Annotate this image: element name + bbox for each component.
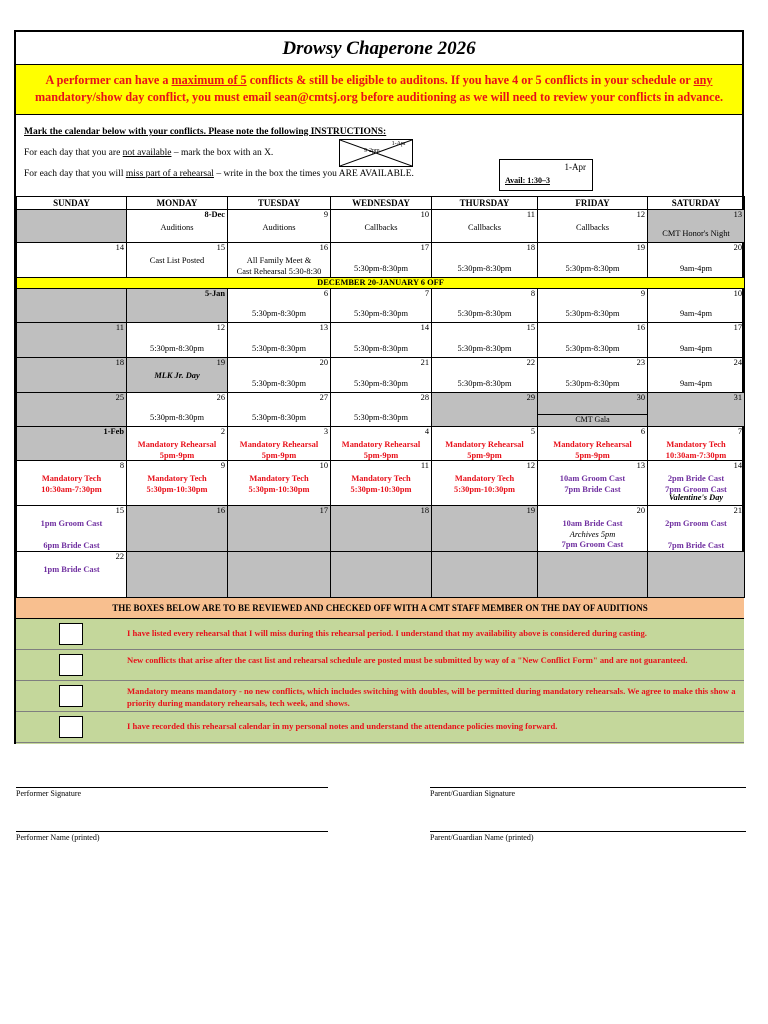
day-event: Mandatory Rehearsal 5pm-9pm bbox=[239, 440, 319, 460]
calendar bbox=[16, 196, 745, 598]
day-number: 2 bbox=[220, 427, 225, 436]
day-number: 12 bbox=[636, 210, 645, 219]
rehearsal-time: 9am-4pm bbox=[679, 264, 713, 273]
day-number: 26 bbox=[216, 393, 225, 402]
rehearsal-time: 5:30pm-8:30pm bbox=[354, 413, 408, 422]
warning-text-3: mandatory/show day conflict, you must email sean@cmtsj.org before auditioning as we will need to review your conflicts in advance. bbox=[34, 90, 724, 104]
day-number: 14 bbox=[733, 461, 742, 470]
rehearsal-time: 5:30pm-8:30pm bbox=[457, 379, 512, 388]
performer-name-label: Performer Name (printed) bbox=[16, 833, 100, 842]
acknowledgement-checkbox[interactable] bbox=[59, 685, 83, 707]
calendar-day-cell[interactable] bbox=[432, 358, 538, 393]
calendar-day-cell[interactable] bbox=[648, 323, 745, 358]
acknowledgement-text: I have recorded this rehearsal calendar in my personal notes and understand the attendance policies moving forward. bbox=[127, 721, 558, 731]
calendar-day-cell[interactable] bbox=[17, 243, 127, 278]
calendar-day-cell[interactable] bbox=[127, 323, 228, 358]
parent-signature-label: Parent/Guardian Signature bbox=[430, 789, 516, 798]
rehearsal-time: 9am-4pm bbox=[679, 309, 713, 318]
calendar-day-cell[interactable] bbox=[648, 506, 745, 552]
day-number: 6 bbox=[640, 427, 645, 436]
calendar-day-cell[interactable] bbox=[331, 461, 432, 506]
warning-text-1: A performer can have a bbox=[45, 73, 172, 87]
day-header-tuesday: TUESDAY bbox=[228, 197, 331, 210]
calendar-day-cell[interactable] bbox=[17, 210, 127, 243]
day-number: 5-Jan bbox=[204, 289, 225, 298]
rehearsal-time: 5:30pm-8:30pm bbox=[150, 344, 204, 353]
calendar-day-cell[interactable] bbox=[17, 323, 127, 358]
day-event: Cast List Posted bbox=[149, 256, 205, 265]
day-number: 4 bbox=[424, 427, 429, 436]
day-number: 23 bbox=[636, 358, 645, 367]
acknowledgement-checkbox[interactable] bbox=[59, 623, 83, 645]
day-number: 13 bbox=[733, 210, 742, 219]
example-x-text: 9-2pm bbox=[364, 148, 380, 154]
acknowledgement-row bbox=[16, 650, 744, 681]
calendar-day-cell[interactable] bbox=[648, 393, 745, 427]
day-event: Mandatory Tech 5:30pm-10:30pm bbox=[146, 474, 208, 494]
calendar-day-cell[interactable] bbox=[538, 243, 648, 278]
day-event: 10am Bride Cast bbox=[562, 519, 623, 528]
day-number: 21 bbox=[733, 506, 742, 515]
instr-part-underline: miss part of a rehearsal bbox=[125, 169, 214, 179]
calendar-week bbox=[17, 358, 745, 393]
calendar-day-cell[interactable] bbox=[648, 243, 745, 278]
holiday-note: Valentine's Day bbox=[668, 493, 724, 502]
example-avail-date: 1-Apr bbox=[564, 162, 586, 172]
day-number: 25 bbox=[115, 393, 124, 402]
calendar-week bbox=[17, 289, 745, 323]
day-event: Mandatory Rehearsal 5pm-9pm bbox=[137, 440, 217, 460]
day-header-wednesday: WEDNESDAY bbox=[331, 197, 432, 210]
calendar-day-cell[interactable] bbox=[17, 552, 127, 598]
calendar-day-cell[interactable] bbox=[17, 358, 127, 393]
calendar-day-cell[interactable] bbox=[648, 552, 745, 598]
calendar-day-cell[interactable] bbox=[648, 427, 745, 461]
day-number: 11 bbox=[420, 461, 429, 470]
day-header-saturday: SATURDAY bbox=[648, 197, 745, 210]
day-number: 11 bbox=[115, 323, 124, 332]
rehearsal-time: 5:30pm-8:30pm bbox=[457, 309, 512, 318]
calendar-week bbox=[17, 506, 745, 552]
calendar-day-cell[interactable] bbox=[538, 427, 648, 461]
calendar-day-cell[interactable] bbox=[331, 393, 432, 427]
calendar-day-cell[interactable] bbox=[432, 210, 538, 243]
day-event: Callbacks bbox=[467, 223, 502, 232]
calendar-week bbox=[17, 552, 745, 598]
calendar-day-cell[interactable] bbox=[538, 393, 648, 427]
day-header-friday: FRIDAY bbox=[538, 197, 648, 210]
day-number: 20 bbox=[733, 243, 742, 252]
acknowledgement-checkbox[interactable] bbox=[59, 654, 83, 676]
rehearsal-time: 5:30pm-8:30pm bbox=[354, 379, 408, 388]
calendar-day-cell[interactable] bbox=[432, 506, 538, 552]
calendar-day-cell[interactable] bbox=[538, 289, 648, 323]
rehearsal-time: 5:30pm-8:30pm bbox=[252, 344, 306, 353]
calendar-day-cell[interactable] bbox=[17, 461, 127, 506]
day-number: 19 bbox=[526, 506, 535, 515]
day-number: 22 bbox=[115, 552, 124, 561]
day-number: 28 bbox=[420, 393, 429, 402]
calendar-day-cell[interactable] bbox=[17, 393, 127, 427]
gala-event: CMT Gala bbox=[538, 414, 647, 425]
acknowledgement-checklist bbox=[16, 619, 744, 744]
day-number: 8-Dec bbox=[204, 210, 225, 219]
day-event: 1pm Groom Cast 6pm Bride Cast bbox=[40, 519, 103, 550]
calendar-week bbox=[17, 210, 745, 243]
instr-part-pre: For each day that you will bbox=[24, 169, 126, 179]
acknowledgement-text: New conflicts that arise after the cast list and rehearsal schedule are posted must be submitted by way of a "New Conflict Form" and are not guaranteed. bbox=[127, 655, 688, 665]
warning-any: any bbox=[693, 73, 713, 87]
day-header-sunday: SUNDAY bbox=[17, 197, 127, 210]
calendar-week bbox=[17, 243, 745, 278]
calendar-day-cell[interactable] bbox=[538, 506, 648, 552]
day-number: 16 bbox=[216, 506, 225, 515]
calendar-day-cell[interactable] bbox=[331, 552, 432, 598]
day-event: 2pm Groom Cast 7pm Bride Cast bbox=[665, 519, 727, 550]
calendar-day-cell[interactable] bbox=[228, 506, 331, 552]
day-number: 17 bbox=[733, 323, 742, 332]
parent-name-line bbox=[430, 831, 746, 832]
day-number: 12 bbox=[526, 461, 535, 470]
parent-signature-line bbox=[430, 787, 746, 788]
day-header-monday: MONDAY bbox=[127, 197, 228, 210]
calendar-header bbox=[17, 197, 745, 210]
rehearsal-time: 9am-4pm bbox=[679, 379, 713, 388]
day-event: Mandatory Rehearsal 5pm-9pm bbox=[553, 440, 632, 460]
rehearsal-time: 5:30pm-8:30pm bbox=[457, 344, 512, 353]
day-number: 8 bbox=[530, 289, 535, 298]
day-event-evening: 7pm Groom Cast bbox=[561, 540, 624, 549]
day-event: Mandatory Tech 10:30am-7:30pm bbox=[665, 440, 727, 460]
calendar-day-cell[interactable] bbox=[331, 289, 432, 323]
calendar-day-cell[interactable] bbox=[228, 552, 331, 598]
calendar-day-cell[interactable] bbox=[432, 552, 538, 598]
day-number: 5 bbox=[530, 427, 535, 436]
example-avail-box bbox=[499, 159, 593, 191]
day-number: 10 bbox=[733, 289, 742, 298]
calendar-day-cell[interactable] bbox=[228, 243, 331, 278]
calendar-day-cell[interactable] bbox=[432, 427, 538, 461]
instr-na-post: – mark the box with an X. bbox=[171, 148, 274, 158]
warning-max-conflicts: maximum of 5 bbox=[171, 73, 247, 87]
calendar-week bbox=[17, 323, 745, 358]
calendar-day-cell[interactable] bbox=[228, 461, 331, 506]
day-number: 12 bbox=[216, 323, 225, 332]
calendar-day-cell[interactable] bbox=[331, 243, 432, 278]
day-number: 8 bbox=[119, 461, 124, 470]
day-number: 22 bbox=[526, 358, 535, 367]
performer-signature-label: Performer Signature bbox=[16, 789, 82, 798]
acknowledgement-row bbox=[16, 712, 744, 743]
calendar-day-cell[interactable] bbox=[228, 393, 331, 427]
page-title: Drowsy Chaperone 2026 bbox=[16, 32, 742, 65]
day-number: 29 bbox=[526, 393, 535, 402]
calendar-day-cell[interactable] bbox=[538, 461, 648, 506]
day-number: 7 bbox=[424, 289, 429, 298]
performer-signature-line bbox=[16, 787, 328, 788]
instructions-heading: Mark the calendar below with your conflicts. Please note the following INSTRUCTIONS: bbox=[24, 127, 387, 137]
day-event: Mandatory Tech 5:30pm-10:30pm bbox=[350, 474, 412, 494]
day-number: 18 bbox=[526, 243, 535, 252]
calendar-day-cell[interactable] bbox=[648, 210, 745, 243]
calendar-day-cell[interactable] bbox=[648, 289, 745, 323]
calendar-day-cell[interactable] bbox=[127, 210, 228, 243]
calendar-day-cell[interactable] bbox=[127, 243, 228, 278]
day-number: 9 bbox=[323, 210, 328, 219]
day-number: 19 bbox=[216, 358, 225, 367]
acknowledgement-text: Mandatory means mandatory - no new conflicts, which includes switching with doubles, will be permitted during mandatory rehearsals. We agree to make this show a priority during mandatory rehearsals, tech week, and shows. bbox=[127, 686, 736, 708]
calendar-day-cell[interactable] bbox=[538, 358, 648, 393]
instruction-partial bbox=[24, 169, 414, 179]
calendar-day-cell[interactable] bbox=[228, 323, 331, 358]
instructions bbox=[16, 115, 742, 196]
eligibility-warning bbox=[16, 65, 742, 115]
warning-text-2: conflicts & still be eligible to auditons. If you have 4 or 5 conflicts in your schedule or bbox=[246, 73, 694, 87]
acknowledgement-checkbox[interactable] bbox=[59, 716, 83, 738]
day-number: 13 bbox=[636, 461, 645, 470]
example-x-date: 1-Apr bbox=[391, 141, 406, 147]
calendar-day-cell[interactable] bbox=[331, 427, 432, 461]
day-number: 3 bbox=[323, 427, 328, 436]
example-avail-text: Avail: 1:30–3 bbox=[505, 176, 550, 185]
day-number: 30 bbox=[636, 393, 645, 402]
performer-name-line bbox=[16, 831, 328, 832]
day-event: 10am Groom Cast 7pm Bride Cast bbox=[559, 474, 626, 494]
calendar-day-cell[interactable] bbox=[331, 210, 432, 243]
calendar-day-cell[interactable] bbox=[432, 289, 538, 323]
instr-na-underline: not available bbox=[122, 148, 172, 158]
calendar-day-cell[interactable] bbox=[127, 358, 228, 393]
day-number: 17 bbox=[420, 243, 429, 252]
rehearsal-time: 5:30pm-8:30pm bbox=[252, 309, 306, 318]
calendar-week bbox=[17, 461, 745, 506]
instr-na-pre: For each day that you are bbox=[24, 148, 123, 158]
calendar-week bbox=[17, 393, 745, 427]
day-number: 10 bbox=[420, 210, 429, 219]
day-event: Auditions bbox=[160, 223, 194, 232]
calendar-day-cell[interactable] bbox=[331, 323, 432, 358]
day-number: 15 bbox=[526, 323, 535, 332]
archives-note: Archives 5pm bbox=[569, 530, 616, 539]
example-x-box bbox=[339, 139, 413, 167]
day-number: 21 bbox=[420, 358, 429, 367]
calendar-day-cell[interactable] bbox=[127, 289, 228, 323]
day-event: Mandatory Tech 5:30pm-10:30pm bbox=[454, 474, 515, 494]
calendar-day-cell[interactable] bbox=[432, 461, 538, 506]
calendar-day-cell[interactable] bbox=[432, 393, 538, 427]
rehearsal-time: 5:30pm-8:30pm bbox=[252, 379, 306, 388]
conflict-form bbox=[14, 30, 744, 744]
calendar-day-cell[interactable] bbox=[432, 323, 538, 358]
acknowledgement-text: I have listed every rehearsal that I will miss during this rehearsal period. I understand that my availability above is considered during casting. bbox=[127, 628, 647, 638]
day-event: Mandatory Tech 5:30pm-10:30pm bbox=[248, 474, 310, 494]
calendar-day-cell[interactable] bbox=[331, 358, 432, 393]
calendar-day-cell[interactable] bbox=[538, 210, 648, 243]
day-number: 9 bbox=[220, 461, 225, 470]
rehearsal-time: 9am-4pm bbox=[679, 344, 713, 353]
day-number: 14 bbox=[420, 323, 429, 332]
day-number: 17 bbox=[319, 506, 328, 515]
acknowledgement-row bbox=[16, 681, 744, 712]
instr-part-post: – write in the box the times you ARE AVAILABLE. bbox=[213, 169, 414, 179]
day-number: 16 bbox=[636, 323, 645, 332]
calendar-day-cell[interactable] bbox=[127, 461, 228, 506]
day-event: 2pm Bride Cast 7pm Groom Cast bbox=[665, 474, 727, 494]
rehearsal-time: 5:30pm-8:30pm bbox=[252, 413, 306, 422]
acknowledgement-row bbox=[16, 619, 744, 650]
day-number: 15 bbox=[216, 243, 225, 252]
calendar-day-cell[interactable] bbox=[228, 427, 331, 461]
day-number: 18 bbox=[420, 506, 429, 515]
day-event: 1pm Bride Cast bbox=[43, 565, 100, 574]
rehearsal-time: 5:30pm-8:30pm bbox=[354, 264, 408, 273]
day-header-thursday: THURSDAY bbox=[432, 197, 538, 210]
rehearsal-time: 5:30pm-8:30pm bbox=[354, 344, 408, 353]
instruction-not-available bbox=[24, 148, 273, 158]
day-event: Callbacks bbox=[364, 223, 398, 232]
day-event: Mandatory Tech 10:30am-7:30pm bbox=[41, 474, 102, 494]
day-event: Mandatory Rehearsal 5pm-9pm bbox=[341, 440, 421, 460]
rehearsal-time: 5:30pm-8:30pm bbox=[565, 264, 620, 273]
calendar-day-cell[interactable] bbox=[127, 552, 228, 598]
calendar-day-cell[interactable] bbox=[331, 506, 432, 552]
day-number: 27 bbox=[319, 393, 328, 402]
day-number: 18 bbox=[115, 358, 124, 367]
day-number: 1-Feb bbox=[103, 427, 124, 436]
calendar-day-cell[interactable] bbox=[17, 506, 127, 552]
day-event: Callbacks bbox=[575, 223, 610, 232]
day-number: 14 bbox=[115, 243, 124, 252]
break-banner bbox=[17, 278, 745, 289]
calendar-day-cell[interactable] bbox=[17, 289, 127, 323]
break-banner-text: DECEMBER 20-JANUARY 6 OFF bbox=[17, 278, 745, 289]
calendar-day-cell[interactable] bbox=[648, 461, 745, 506]
day-number: 6 bbox=[323, 289, 328, 298]
calendar-day-cell[interactable] bbox=[648, 358, 745, 393]
parent-name-label: Parent/Guardian Name (printed) bbox=[430, 833, 534, 842]
rehearsal-time: 5:30pm-8:30pm bbox=[457, 264, 512, 273]
calendar-day-cell[interactable] bbox=[127, 393, 228, 427]
calendar-day-cell[interactable] bbox=[228, 210, 331, 243]
day-event: Mandatory Rehearsal 5pm-9pm bbox=[445, 440, 524, 460]
rehearsal-time: 5:30pm-8:30pm bbox=[565, 379, 620, 388]
review-heading: THE BOXES BELOW ARE TO BE REVIEWED AND CHECKED OFF WITH A CMT STAFF MEMBER ON THE DAY OF AUDITIONS bbox=[16, 597, 744, 619]
calendar-day-cell[interactable] bbox=[228, 358, 331, 393]
day-number: 11 bbox=[526, 210, 535, 219]
rehearsal-time: CMT Honor's Night bbox=[662, 229, 730, 238]
rehearsal-time: 5:30pm-8:30pm bbox=[565, 344, 620, 353]
calendar-day-cell[interactable] bbox=[538, 552, 648, 598]
day-number: 7 bbox=[737, 427, 742, 436]
calendar-day-cell[interactable] bbox=[127, 506, 228, 552]
day-event: MLK Jr. Day bbox=[154, 371, 200, 380]
day-number: 20 bbox=[319, 358, 328, 367]
day-number: 16 bbox=[319, 243, 328, 252]
rehearsal-time: 5:30pm-8:30pm bbox=[354, 309, 408, 318]
day-event: All Family Meet & Cast Rehearsal 5:30-8:30 bbox=[236, 256, 322, 276]
calendar-day-cell[interactable] bbox=[17, 427, 127, 461]
rehearsal-time: 5:30pm-8:30pm bbox=[150, 413, 204, 422]
day-number: 13 bbox=[319, 323, 328, 332]
day-number: 31 bbox=[733, 393, 742, 402]
day-number: 10 bbox=[319, 461, 328, 470]
rehearsal-time: 5:30pm-8:30pm bbox=[565, 309, 620, 318]
day-number: 24 bbox=[733, 358, 742, 367]
day-number: 20 bbox=[636, 506, 645, 515]
calendar-week bbox=[17, 427, 745, 461]
calendar-day-cell[interactable] bbox=[432, 243, 538, 278]
calendar-day-cell[interactable] bbox=[228, 289, 331, 323]
day-event: Auditions bbox=[262, 223, 296, 232]
day-number: 9 bbox=[640, 289, 645, 298]
calendar-day-cell[interactable] bbox=[127, 427, 228, 461]
day-number: 15 bbox=[115, 506, 124, 515]
calendar-day-cell[interactable] bbox=[538, 323, 648, 358]
day-number: 19 bbox=[636, 243, 645, 252]
